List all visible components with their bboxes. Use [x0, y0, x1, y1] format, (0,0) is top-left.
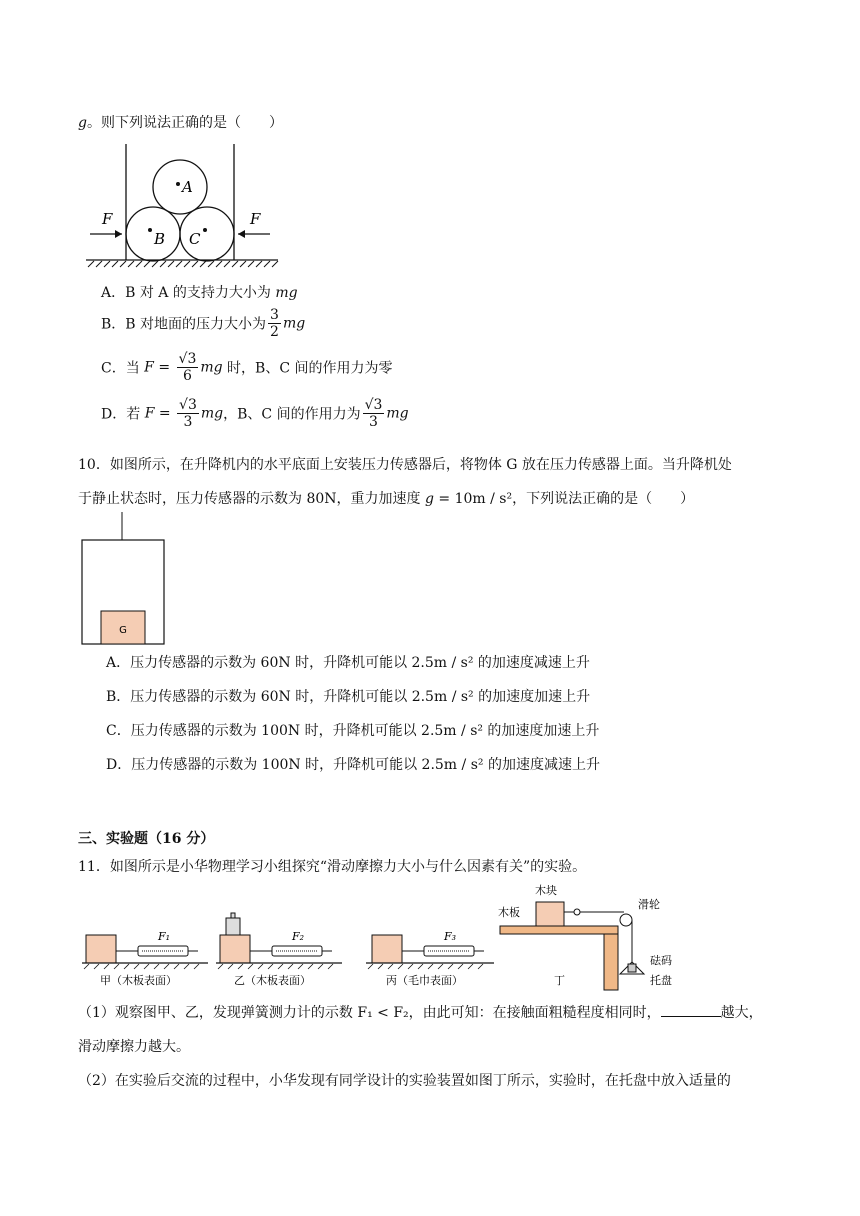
answer-blank[interactable] [661, 1016, 721, 1017]
q9-option-c: C．当 F = $\frac{√3}{6}$ mg 时，B、C 间的作用力为零 [101, 351, 393, 384]
label-f1: F₁ [158, 930, 171, 943]
fraction: $\frac{3}{2}$ [270, 307, 279, 340]
q11-part1-line1: （1）观察图甲、乙，发现弹簧测力计的示数 F₁ < F₂，由此可知：在接触面粗糙程度相同时， 越大， [78, 1005, 763, 1021]
setup-jia [82, 930, 208, 987]
q10-option-d: D．压力传感器的示数为 100N 时，升降机可能以 2.5m / s² 的加速度减速上升 [106, 757, 600, 773]
q11-part1-line2: 滑动摩擦力越大。 [78, 1039, 190, 1055]
label-muban: 木板 [498, 906, 520, 919]
q10-stem-line1: 10．如图所示，在升降机内的水平底面上安装压力传感器后，将物体 G 放在压力传感器上面。当升降机处 [78, 457, 732, 473]
q10-elevator-figure [80, 510, 170, 646]
label-f3: F₃ [444, 930, 457, 943]
setup-yi [216, 913, 342, 987]
q11-part2: （2）在实验后交流的过程中，小华发现有同学设计的实验装置如图丁所示，实验时，在托盘中放入适量的 [78, 1073, 731, 1089]
label-hualun: 滑轮 [638, 898, 660, 911]
caption-yi: 乙（木板表面） [234, 974, 311, 987]
caption-bing: 丙（毛巾表面） [386, 974, 463, 987]
q10-option-b: B．压力传感器的示数为 60N 时，升降机可能以 2.5m / s² 的加速度加速上升 [106, 689, 591, 705]
label-g: G [119, 625, 127, 636]
setup-bing [366, 930, 494, 987]
q9-stem-var: g [78, 115, 87, 131]
label-tuopan: 托盘 [650, 974, 672, 987]
q9-stem [78, 112, 283, 132]
caption-jia: 甲（木板表面） [100, 974, 177, 987]
label-mukuai: 木块 [535, 884, 557, 897]
arrowhead-left [115, 230, 122, 238]
q11-figure [80, 880, 780, 992]
q10-option-c: C．压力传感器的示数为 100N 时，升降机可能以 2.5m / s² 的加速度加速上升 [106, 723, 600, 739]
label-c: C [189, 230, 201, 248]
setup-ding [498, 883, 672, 990]
q10-option-a: A．压力传感器的示数为 60N 时，升降机可能以 2.5m / s² 的加速度减速上升 [106, 655, 590, 671]
q9-option-d: D．若 F = $\frac{√3}{3}$ mg，B、C 间的作用力为 $\frac{√3}{3}$ mg [101, 397, 409, 430]
q9-option-a: A．B 对 A 的支持力大小为 mg [101, 285, 298, 301]
q9-figure [80, 140, 280, 272]
label-b: B [154, 230, 166, 248]
label-f2: F₂ [292, 930, 305, 943]
label-a: A [182, 178, 193, 196]
section-title: 三、实验题（16 分） [78, 831, 215, 847]
q11-stem: 11．如图所示是小华物理学习小组探究“滑动摩擦力大小与什么因素有关”的实验。 [78, 859, 587, 875]
circle-b [126, 207, 180, 261]
q9-stem-text: 。则下列说法正确的是（ ） [86, 115, 283, 131]
caption-ding: 丁 [554, 974, 565, 987]
circle-a [153, 160, 207, 214]
label-fama: 砝码 [650, 954, 672, 967]
label-f-right: F [250, 210, 261, 228]
arrowhead-right [238, 230, 245, 238]
label-f-left: F [102, 210, 113, 228]
q9-option-b: B．B 对地面的压力大小为 $\frac{3}{2}$ mg [101, 307, 306, 340]
q10-stem-line2: 于静止状态时，压力传感器的示数为 80N，重力加速度 g = 10m / s²，下列说法正确的是（ ） [78, 491, 695, 507]
